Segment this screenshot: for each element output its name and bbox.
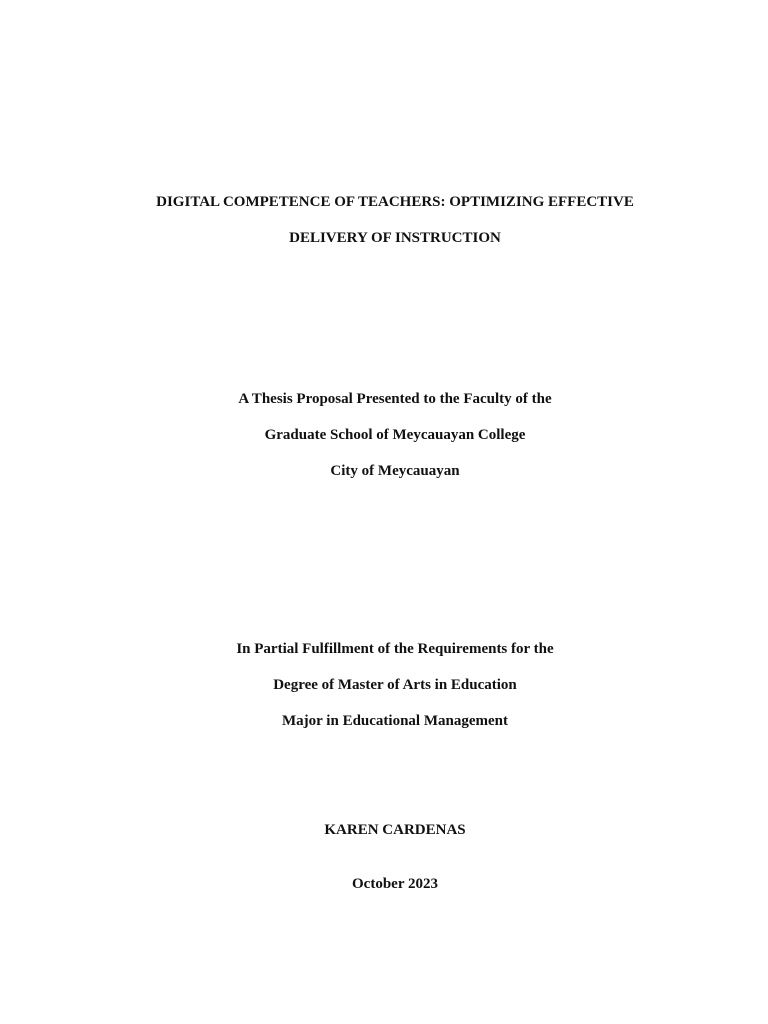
author-name: KAREN CARDENAS — [324, 822, 466, 838]
thesis-title-line-2: DELIVERY OF INSTRUCTION — [289, 230, 501, 246]
fulfillment-line-3: Major in Educational Management — [282, 713, 508, 729]
submission-line-3: City of Meycauayan — [330, 463, 460, 479]
fulfillment-line-2: Degree of Master of Arts in Education — [273, 677, 517, 693]
submission-line-2: Graduate School of Meycauayan College — [264, 427, 526, 443]
fulfillment-line-1: In Partial Fulfillment of the Requirements for the — [236, 641, 554, 657]
thesis-title-line-1: DIGITAL COMPETENCE OF TEACHERS: OPTIMIZING EFFECTIVE — [156, 194, 634, 210]
submission-date: October 2023 — [352, 876, 438, 892]
submission-line-1: A Thesis Proposal Presented to the Faculty of the — [238, 391, 552, 407]
